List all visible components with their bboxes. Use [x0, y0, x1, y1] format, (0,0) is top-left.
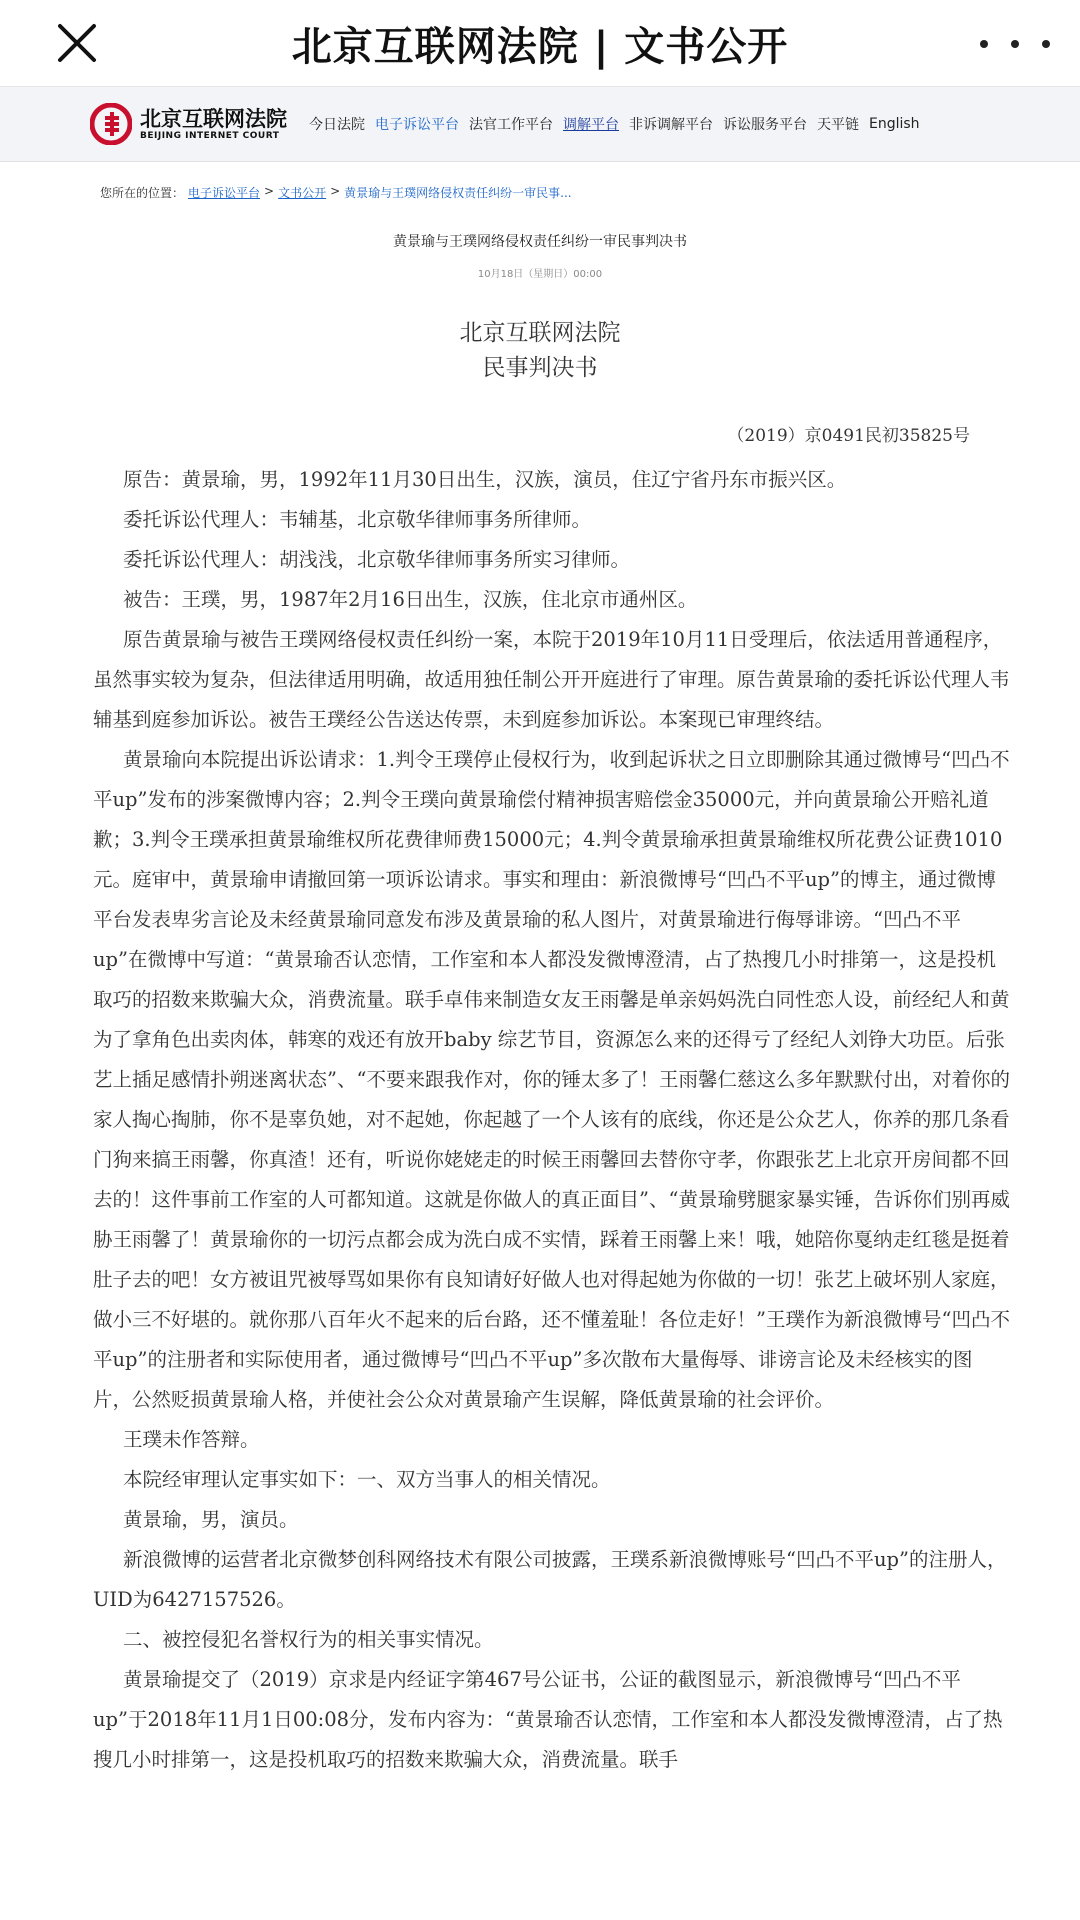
breadcrumb-separator: > [264, 184, 275, 198]
breadcrumb-documents[interactable]: 文书公开 [278, 186, 327, 200]
court-header [0, 87, 1080, 162]
case-number: （2019）京0491民初35825号 [727, 426, 970, 446]
nav-e-litigation[interactable]: 电子诉讼平台 [375, 117, 459, 133]
nav-today-court[interactable]: 今日法院 [309, 117, 365, 133]
paragraph-agent-2: 委托诉讼代理人：胡浅浅，北京敬华律师事务所实习律师。 [123, 548, 631, 571]
paragraph-section-2: 二、被控侵犯名誉权行为的相关事实情况。 [123, 1628, 494, 1651]
document-type: 民事判决书 [482, 355, 598, 381]
nav-english[interactable]: English [869, 116, 920, 132]
paragraph-defendant: 被告：王璞，男，1987年2月16日出生，汉族，住北京市通州区。 [123, 588, 698, 611]
paragraph-weibo-disclosure: 新浪微博的运营者北京微梦创科网络技术有限公司披露，王璞系新浪微博账号“凹凸不平up”的注册人，UID为6427157526。 [93, 1548, 1007, 1611]
app-bar [0, 0, 1080, 87]
logo-name-cn: 北京互联网法院 [140, 107, 287, 131]
document-heading: 黄景瑜与王璞网络侵权责任纠纷一审民事判决书 [393, 234, 687, 250]
close-button[interactable] [48, 14, 106, 72]
nav-mediation[interactable]: 调解平台 [563, 117, 619, 133]
document-date: 10月18日（星期日）00:00 [477, 269, 603, 280]
breadcrumb-prefix: 您所在的位置： [100, 186, 185, 200]
paragraph-party-info: 黄景瑜，男，演员。 [123, 1508, 299, 1531]
breadcrumb-separator: > [330, 184, 341, 198]
logo-name-en: BEIJING INTERNET COURT [140, 131, 280, 141]
court-emblem-icon [90, 103, 132, 145]
nav-judge-platform[interactable]: 法官工作平台 [469, 117, 553, 133]
close-icon [57, 23, 97, 63]
nav-litigation-service[interactable]: 诉讼服务平台 [723, 117, 807, 133]
paragraph-notary-evidence: 黄景瑜提交了（2019）京求是内经证字第467号公证书，公证的截图显示，新浪微博号“凹凸不平up”于2018年11月1日00:08分，发布内容为：“黄景瑜否认恋情，工作室和本人都没发微博澄清，占了热搜几小时排第一，这是投机取巧的招数来欺骗大众，消费流量。联手 [93, 1668, 1003, 1771]
nav-non-litigation-mediation[interactable]: 非诉调解平台 [629, 117, 713, 133]
court-name: 北京互联网法院 [459, 320, 621, 346]
paragraph-agent-1: 委托诉讼代理人：韦辅基，北京敬华律师事务所律师。 [123, 508, 592, 531]
paragraph-case-intro: 原告黄景瑜与被告王璞网络侵权责任纠纷一案，本院于2019年10月11日受理后，依法适用普通程序，虽然事实较为复杂，但法律适用明确，故适用独任制公开开庭进行了审理。原告黄景瑜的委托诉讼代理人韦辅基到庭参加诉讼。被告王璞经公告送达传票，未到庭参加诉讼。本案现已审理终结。 [93, 628, 1010, 731]
paragraph-no-defense: 王璞未作答辩。 [123, 1428, 260, 1451]
page-title: 北京互联网法院 | 文书公开 [291, 23, 789, 70]
main-nav [309, 114, 920, 134]
court-logo[interactable] [90, 103, 287, 145]
paragraph-claims: 黄景瑜向本院提出诉讼请求：1.判令王璞停止侵权行为，收到起诉状之日立即删除其通过微博号“凹凸不平up”发布的涉案微博内容；2.判令王璞向黄景瑜偿付精神损害赔偿金35000元，并向黄景瑜公开赔礼道歉；3.判令王璞承担黄景瑜维权所花费律师费15000元；4.判令黄景瑜承担黄景瑜维权所花费公证费1010元。庭审中，黄景瑜申请撤回第一项诉讼请求。事实和理由：新浪微博号“凹凸不平up”的博主，通过微博平台发表卑劣言论及未经黄景瑜同意发布涉及黄景瑜的私人图片，对黄景瑜进行侮辱诽谤。“凹凸不平up”在微博中写道：“黄景瑜否认恋情，工作室和本人都没发微博澄清，占了热搜几小时排第一，这是投机取巧的招数来欺骗大众，消费流量。联手卓伟来制造女友王雨馨是单亲妈妈洗白同性恋人设，前经纪人和黄为了拿角色出卖肉体，韩寒的戏还有放开baby 综艺节目，资源怎么来的还得亏了经纪人刘铮大功臣。后张艺上插足感情扑朔迷离状态”、“不要来跟我作对，你的锤太多了！王雨馨仁慈这么多年默默付出，对着你的家人掏心掏肺，你不是辜负她，对不起她，你起越了一个人该有的底线，你还是公众艺人，你养的那几条看门狗来搞王雨馨，你真渣！还有，听说你姥姥走的时候王雨馨回去替你守孝，你跟张艺上北京开房间都不回去的！这件事前工作室的人可都知道。这就是你做人的真正面目”、“黄景瑜劈腿家暴实锤，告诉你们别再威胁王雨馨了！黄景瑜你的一切污点都会成为洗白成不实情，踩着王雨馨上来！哦，她陪你戛纳走红毯是挺着肚子去的吧！女方被诅咒被辱骂如果你有良知请好好做人也对得起她为你做的一切！张艺上破坏别人家庭，做小三不好堪的。就你那八百年火不起来的后台路，还不懂羞耻！各位走好！”王璞作为新浪微博号“凹凸不平up”的注册者和实际使用者，通过微博号“凹凸不平up”多次散布大量侮辱、诽谤言论及未经核实的图片，公然贬损黄景瑜人格，并使社会公众对黄景瑜产生误解，降低黄景瑜的社会评价。 [93, 748, 1010, 1411]
breadcrumb-current[interactable]: 黄景瑜与王璞网络侵权责任纠纷一审民事... [344, 186, 572, 200]
paragraph-plaintiff: 原告：黄景瑜，男，1992年11月30日出生，汉族，演员，住辽宁省丹东市振兴区。 [123, 468, 847, 491]
more-button[interactable] [980, 22, 1050, 66]
judgment-body [93, 460, 1010, 1780]
paragraph-findings: 本院经审理认定事实如下：一、双方当事人的相关情况。 [123, 1468, 611, 1491]
breadcrumb-e-litigation[interactable]: 电子诉讼平台 [188, 186, 261, 200]
breadcrumb [100, 184, 1080, 201]
nav-tianping-chain[interactable]: 天平链 [817, 117, 859, 133]
more-icon [980, 40, 988, 48]
